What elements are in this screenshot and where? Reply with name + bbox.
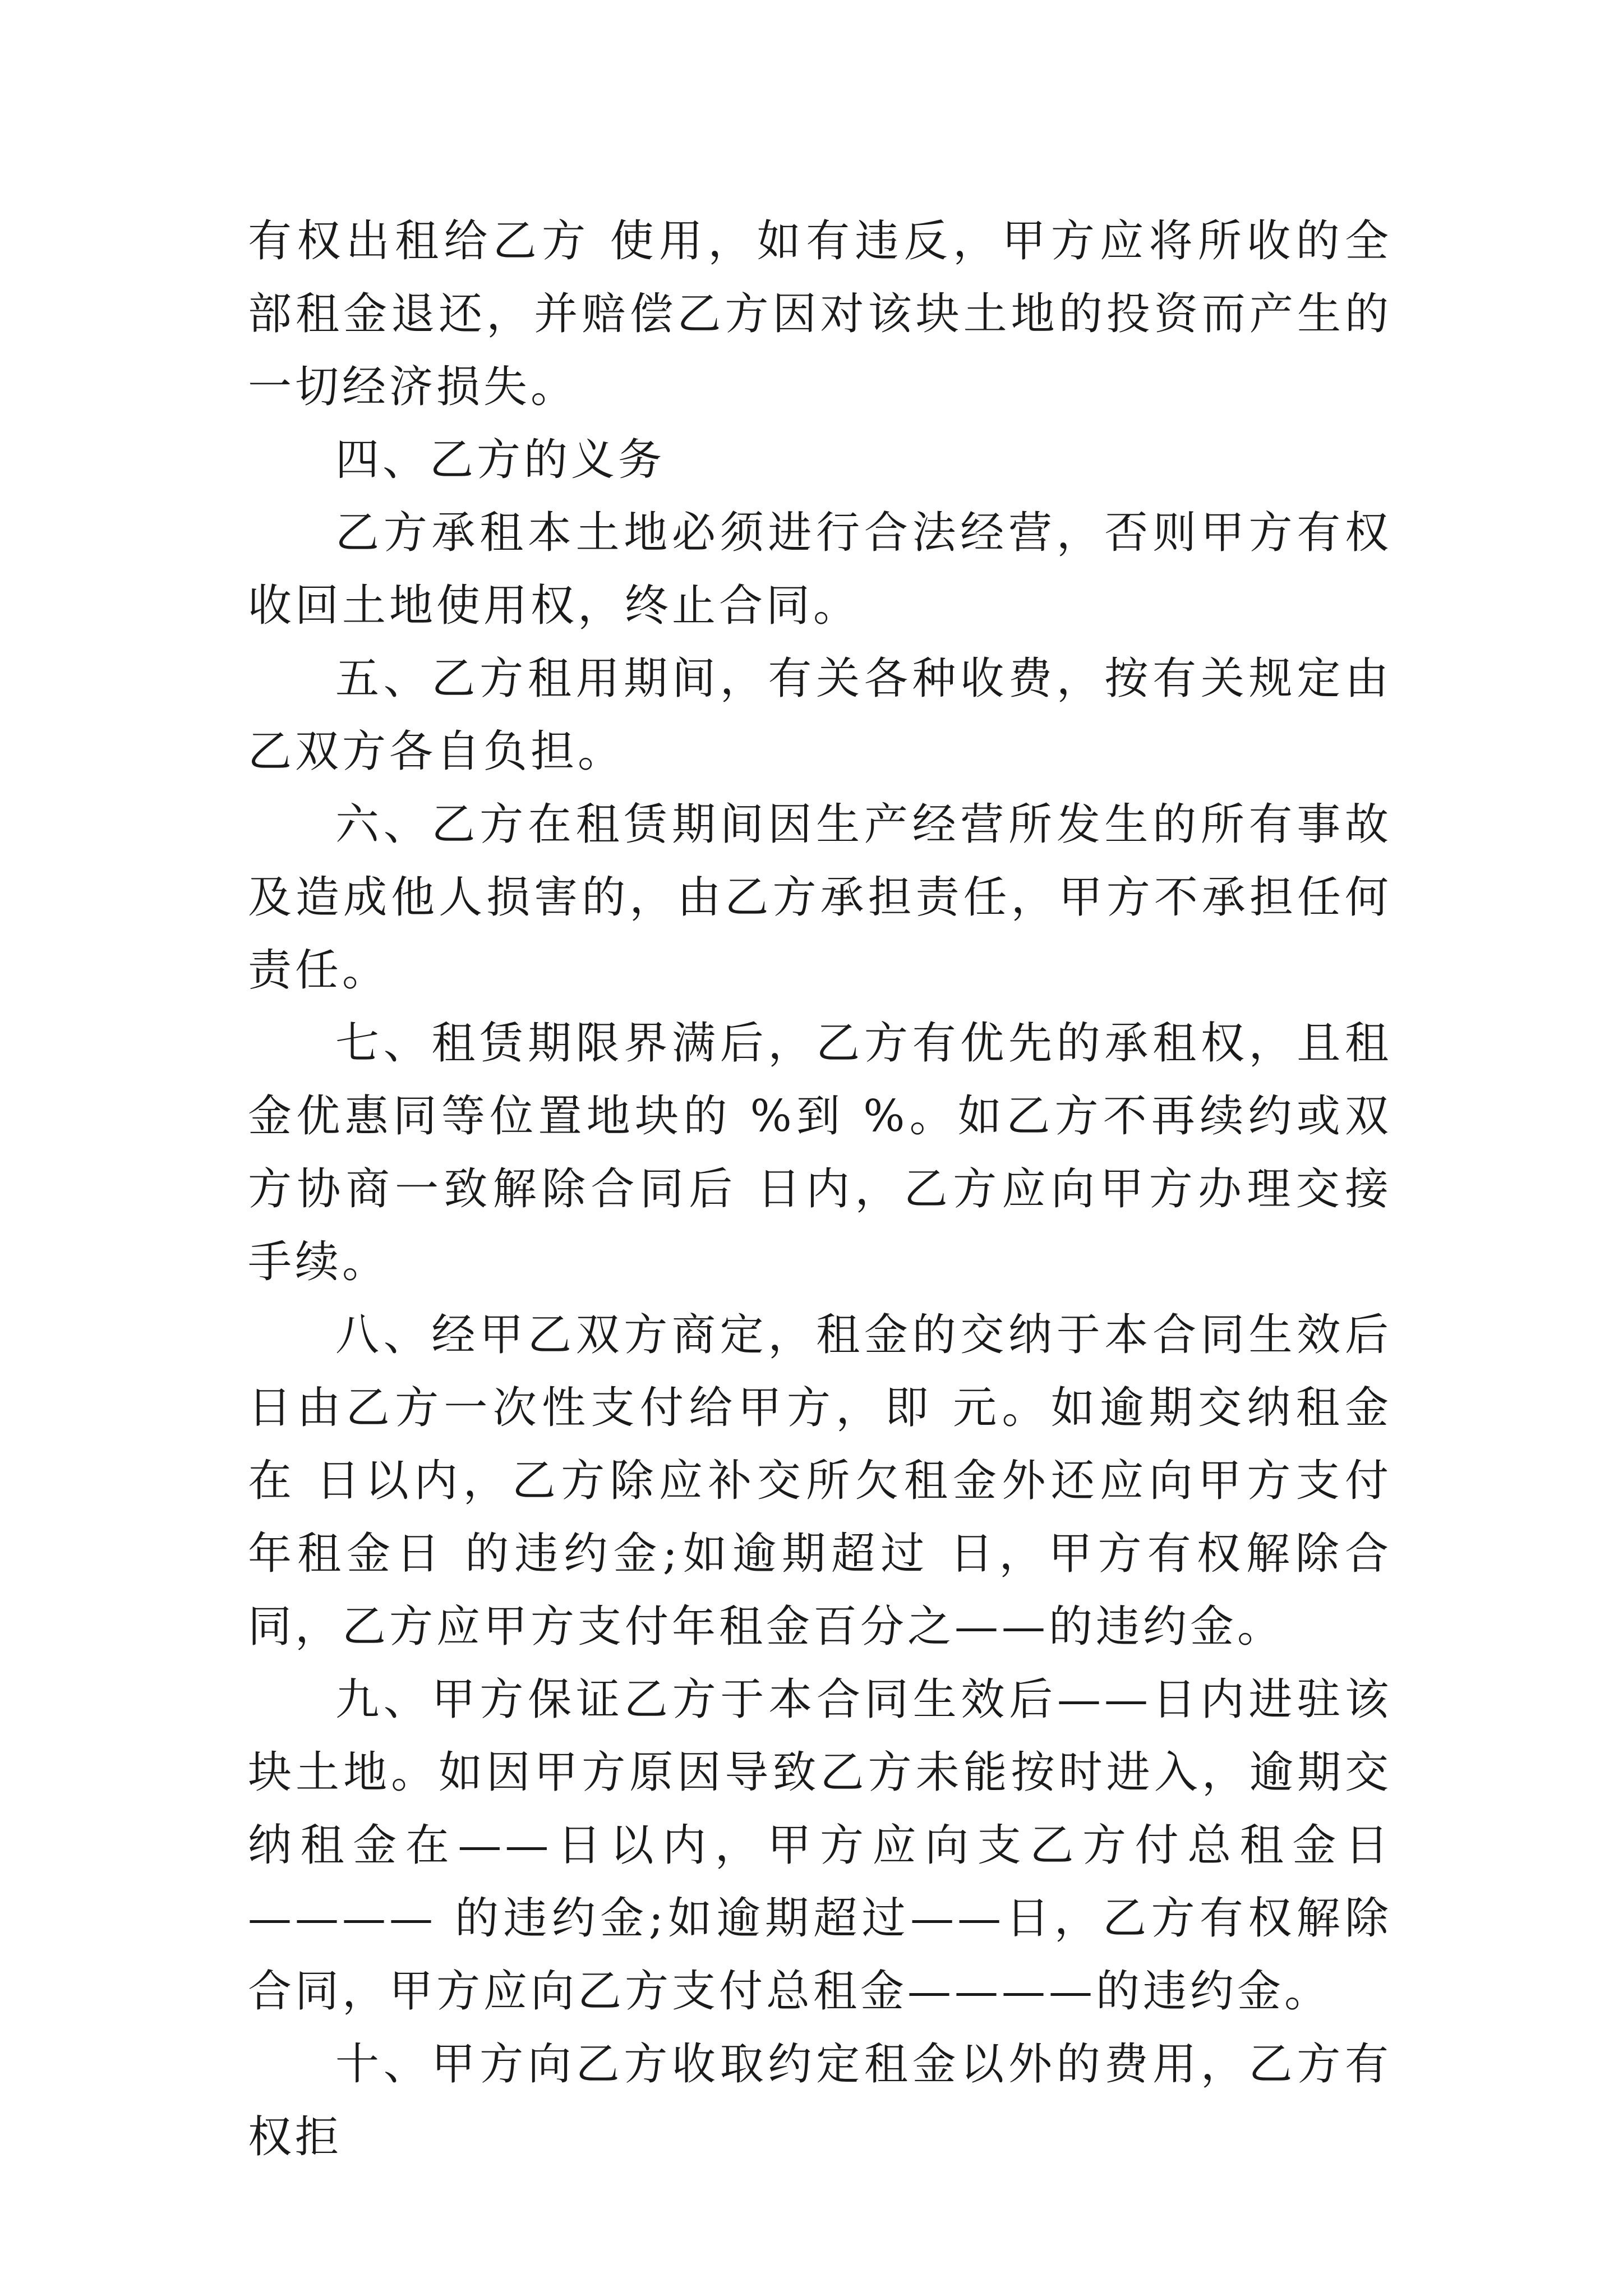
paragraph-lawful-operation: 乙方承租本土地必须进行合法经营，否则甲方有权收回土地使用权，终止合同。: [248, 508, 1392, 631]
clause-six: 六、乙方在租赁期间因生产经营所发生的所有事故及造成他人损害的，由乙方承担责任，甲方不承担任何责任。: [248, 799, 1392, 996]
clause-five: 五、乙方租用期间，有关各种收费，按有关规定由乙双方各自负担。: [248, 654, 1392, 777]
paragraph-continuation: 有权出租给乙方 使用，如有违反，甲方应将所收的全部租金退还，并赔偿乙方因对该块土地的投资而产生的一切经济损失。: [248, 216, 1392, 412]
clause-eight: 八、经甲乙双方商定，租金的交纳于本合同生效后 日由乙方一次性支付给甲方，即 元。如逾期交纳租金在 日以内，乙方除应补交所欠租金外还应向甲方支付年租金日 的违约金;如逾期超过 日，甲方有权解除合同，乙方应甲方支付年租金百分之——的违约金。: [248, 1310, 1392, 1652]
clause-seven: 七、租赁期限界满后，乙方有优先的承租权，且租金优惠同等位置地块的 %到 %。如乙方不再续约或双方协商一致解除合同后 日内，乙方应向甲方办理交接手续。: [248, 1018, 1392, 1287]
clause-nine: 九、甲方保证乙方于本合同生效后——日内进驻该块土地。如因甲方原因导致乙方未能按时进入，逾期交纳租金在——日以内，甲方应向支乙方付总租金日———— 的违约金;如逾期超过——日，乙方有权解除合同，甲方应向乙方支付总租金————的违约金。: [248, 1674, 1392, 2017]
heading-obligations-of-party-b: 四、乙方的义务: [335, 435, 666, 485]
clause-ten: 十、甲方向乙方收取约定租金以外的费用，乙方有权拒: [248, 2039, 1392, 2162]
document-body: [248, 205, 1392, 2174]
